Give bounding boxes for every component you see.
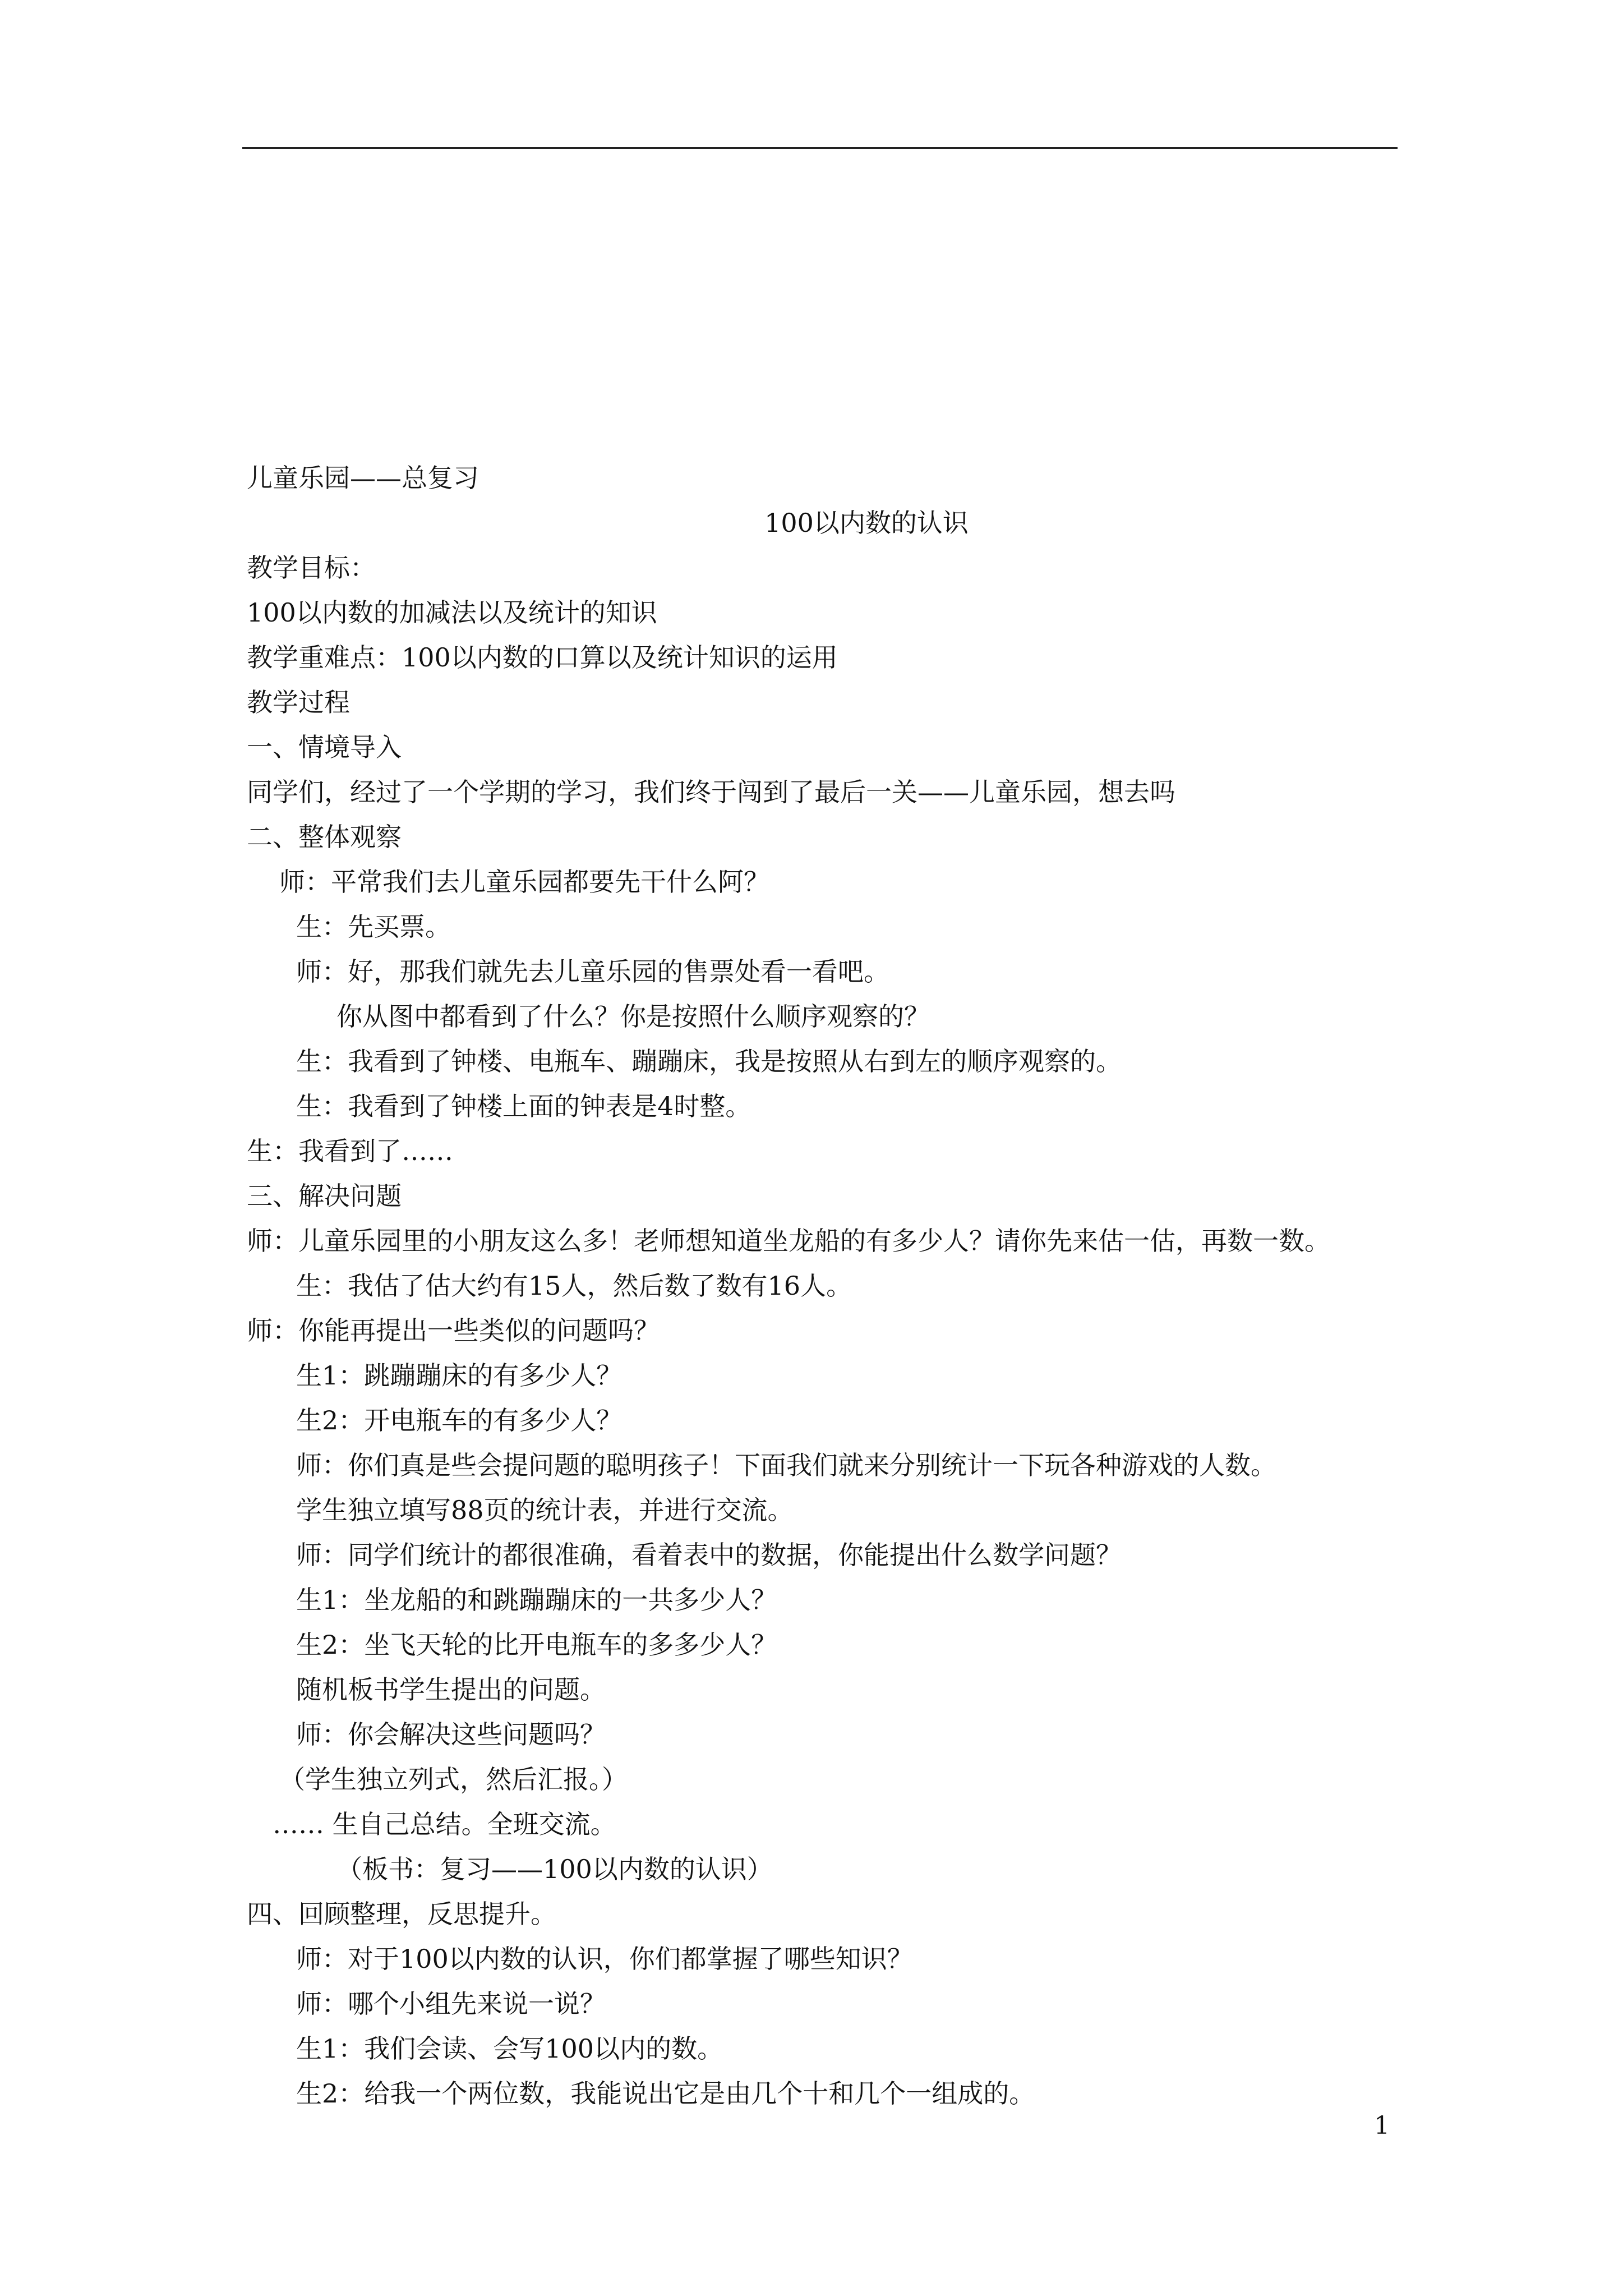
section-heading: 一、情境导入	[247, 732, 402, 762]
dialogue-line: 生：我看到了……	[247, 1136, 453, 1166]
dialogue-line: 生：先买票。	[296, 912, 451, 942]
dialogue-line: （学生独立列式，然后汇报。）	[279, 1764, 628, 1795]
dialogue-line: 生2：开电瓶车的有多少人？	[296, 1405, 623, 1435]
dialogue-line: …… 生自己总结。全班交流。	[273, 1809, 616, 1839]
section-heading: 教学过程	[247, 687, 350, 717]
dialogue-line: 生：我看到了钟楼上面的钟表是4时整。	[296, 1091, 751, 1121]
paragraph: 同学们，经过了一个学期的学习，我们终于闯到了最后一关——儿童乐园，想去吗	[247, 777, 1175, 807]
dialogue-line: （板书：复习——100以内数的认识）	[336, 1854, 773, 1884]
section-heading: 四、回顾整理，反思提升。	[247, 1899, 556, 1929]
lesson-title: 100以内数的认识	[764, 508, 969, 538]
dialogue-line: 师：平常我们去儿童乐园都要先干什么阿？	[279, 867, 769, 897]
header-rule	[242, 147, 1398, 149]
dialogue-line: 师：你会解决这些问题吗？	[296, 1719, 606, 1750]
dialogue-line: 生2：坐飞天轮的比开电瓶车的多多少人？	[296, 1630, 777, 1660]
dialogue-line: 师：儿童乐园里的小朋友这么多！老师想知道坐龙船的有多少人？请你先来估一估，再数一数。	[247, 1226, 1330, 1256]
dialogue-line: 师：你能再提出一些类似的问题吗？	[247, 1315, 660, 1346]
dialogue-line: 随机板书学生提出的问题。	[296, 1674, 606, 1705]
document-body	[247, 455, 1402, 2116]
dialogue-line: 师：同学们统计的都很准确，看着表中的数据，你能提出什么数学问题？	[296, 1540, 1122, 1570]
dialogue-line: 师：哪个小组先来说一说？	[296, 1989, 606, 2019]
dialogue-line: 生1：我们会读、会写100以内的数。	[296, 2033, 723, 2064]
section-heading: 三、解决问题	[247, 1181, 402, 1211]
paragraph: 教学重难点：100以内数的口算以及统计知识的运用	[247, 642, 838, 673]
dialogue-line: 生：我估了估大约有15人，然后数了数有16人。	[296, 1271, 852, 1301]
section-heading: 教学目标：	[247, 553, 376, 583]
dialogue-line: 师：好，那我们就先去儿童乐园的售票处看一看吧。	[296, 956, 889, 987]
dialogue-line: 生2：给我一个两位数，我能说出它是由几个十和几个一组成的。	[296, 2078, 1035, 2109]
page-number: 1	[1374, 2111, 1390, 2140]
document-title: 儿童乐园——总复习	[247, 463, 479, 493]
section-heading: 二、整体观察	[247, 822, 402, 852]
dialogue-line: 生1：坐龙船的和跳蹦蹦床的一共多少人？	[296, 1585, 777, 1615]
paragraph: 100以内数的加减法以及统计的知识	[247, 597, 657, 628]
dialogue-line: 生1：跳蹦蹦床的有多少人？	[296, 1360, 623, 1391]
dialogue-line: 生：我看到了钟楼、电瓶车、蹦蹦床，我是按照从右到左的顺序观察的。	[296, 1046, 1122, 1076]
dialogue-line: 你从图中都看到了什么？你是按照什么顺序观察的？	[336, 1001, 930, 1032]
dialogue-line: 学生独立填写88页的统计表，并进行交流。	[296, 1495, 794, 1525]
dialogue-line: 师：你们真是些会提问题的聪明孩子！下面我们就来分别统计一下玩各种游戏的人数。	[296, 1450, 1276, 1480]
dialogue-line: 师：对于100以内数的认识，你们都掌握了哪些知识？	[296, 1944, 913, 1974]
